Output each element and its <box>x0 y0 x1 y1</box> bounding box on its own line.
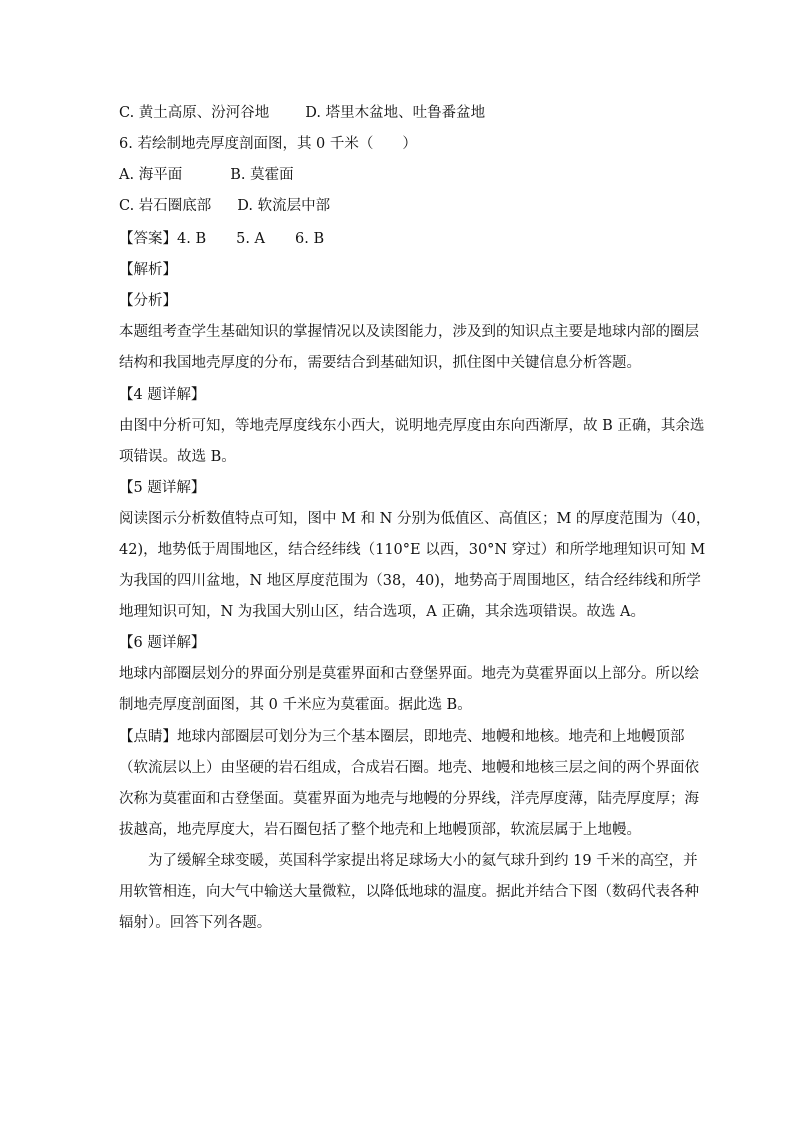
q6-options-cd <box>119 196 330 216</box>
q6-option-a: A. 海平面 <box>119 167 183 183</box>
intro-line: 为了缓解全球变暖，英国科学家提出将足球场大小的氦气球升到约 19 千米的高空，并 <box>148 853 698 869</box>
q5-detail-line: 42)，地势低于周围地区，结合经纬线（110°E 以西，30°N 穿过）和所学地理知识可知 M <box>119 542 706 558</box>
dianjing-line: （软流层以上）由坚硬的岩石组成，合成岩石圈。地壳、地幔和地核三层之间的两个界面依 <box>119 760 699 776</box>
q5-options-cd <box>119 103 485 123</box>
q4-detail-heading: 【4 题详解】 <box>119 387 206 403</box>
q6-detail-line: 地球内部圈层划分的界面分别是莫霍界面和古登堡界面。地壳为莫霍界面以上部分。所以绘 <box>119 666 699 682</box>
intro-line: 用软管相连，向大气中输送大量微粒，以降低地球的温度。据此并结合下图（数码代表各种 <box>119 884 699 900</box>
q6-detail-line: 制地壳厚度剖面图，其 0 千米应为莫霍面。据此选 B。 <box>119 697 472 713</box>
q6-option-b: B. 莫霍面 <box>230 167 294 183</box>
dianjing-line: 拔越高，地壳厚度大，岩石圈包括了整个地壳和上地幔顶部，软流层属于上地幔。 <box>119 822 641 838</box>
answer-4: 4. B <box>177 231 207 247</box>
dianjing-line <box>119 727 685 747</box>
q6-option-c: C. 岩石圈底部 <box>119 198 212 214</box>
q5-detail-line: 地理知识可知，N 为我国大别山区，结合选项，A 正确，其余选项错误。故选 A。 <box>119 604 645 620</box>
q5-option-c: C. 黄土高原、汾河谷地 <box>119 105 270 121</box>
answer-line <box>119 229 324 249</box>
fenxi-line: 结构和我国地壳厚度的分布，需要结合到基础知识，抓住图中关键信息分析答题。 <box>119 355 641 371</box>
q5-option-d: D. 塔里木盆地、吐鲁番盆地 <box>305 105 486 121</box>
dianjing-line: 次称为莫霍面和古登堡面。莫霍界面为地壳与地幔的分界线，洋壳厚度薄，陆壳厚度厚；海 <box>119 791 699 807</box>
dianjing-first: 地球内部圈层可划分为三个基本圈层，即地壳、地幔和地核。地壳和上地幔顶部 <box>177 729 685 745</box>
q6-options-ab <box>119 165 294 185</box>
q5-detail-line: 阅读图示分析数值特点可知，图中 M 和 N 分别为低值区、高值区；M 的厚度范围为（40， <box>119 511 711 527</box>
q4-detail-line: 由图中分析可知，等地壳厚度线东小西大，说明地壳厚度由东向西渐厚，故 B 正确，其余选 <box>119 418 705 434</box>
q6-stem: 6. 若绘制地壳厚度剖面图，其 0 千米（ ） <box>119 136 417 152</box>
q6-option-d: D. 软流层中部 <box>237 198 331 214</box>
answer-5: 5. A <box>236 231 266 247</box>
q4-detail-line: 项错误。故选 B。 <box>119 449 236 465</box>
intro-line: 辐射）。回答下列各题。 <box>119 915 272 931</box>
answer-label: 【答案】 <box>119 231 177 247</box>
fenxi-line: 本题组考查学生基础知识的掌握情况以及读图能力，涉及到的知识点主要是地球内部的圈层 <box>119 324 699 340</box>
dianjing-heading: 【点睛】 <box>119 729 177 745</box>
answer-6: 6. B <box>295 231 325 247</box>
fenxi-heading: 【分析】 <box>119 293 177 309</box>
q5-detail-heading: 【5 题详解】 <box>119 480 206 496</box>
q6-detail-heading: 【6 题详解】 <box>119 635 206 651</box>
jiexi-heading: 【解析】 <box>119 262 177 278</box>
q5-detail-line: 为我国的四川盆地，N 地区厚度范围为（38，40)，地势高于周围地区，结合经纬线和所学 <box>119 573 701 589</box>
